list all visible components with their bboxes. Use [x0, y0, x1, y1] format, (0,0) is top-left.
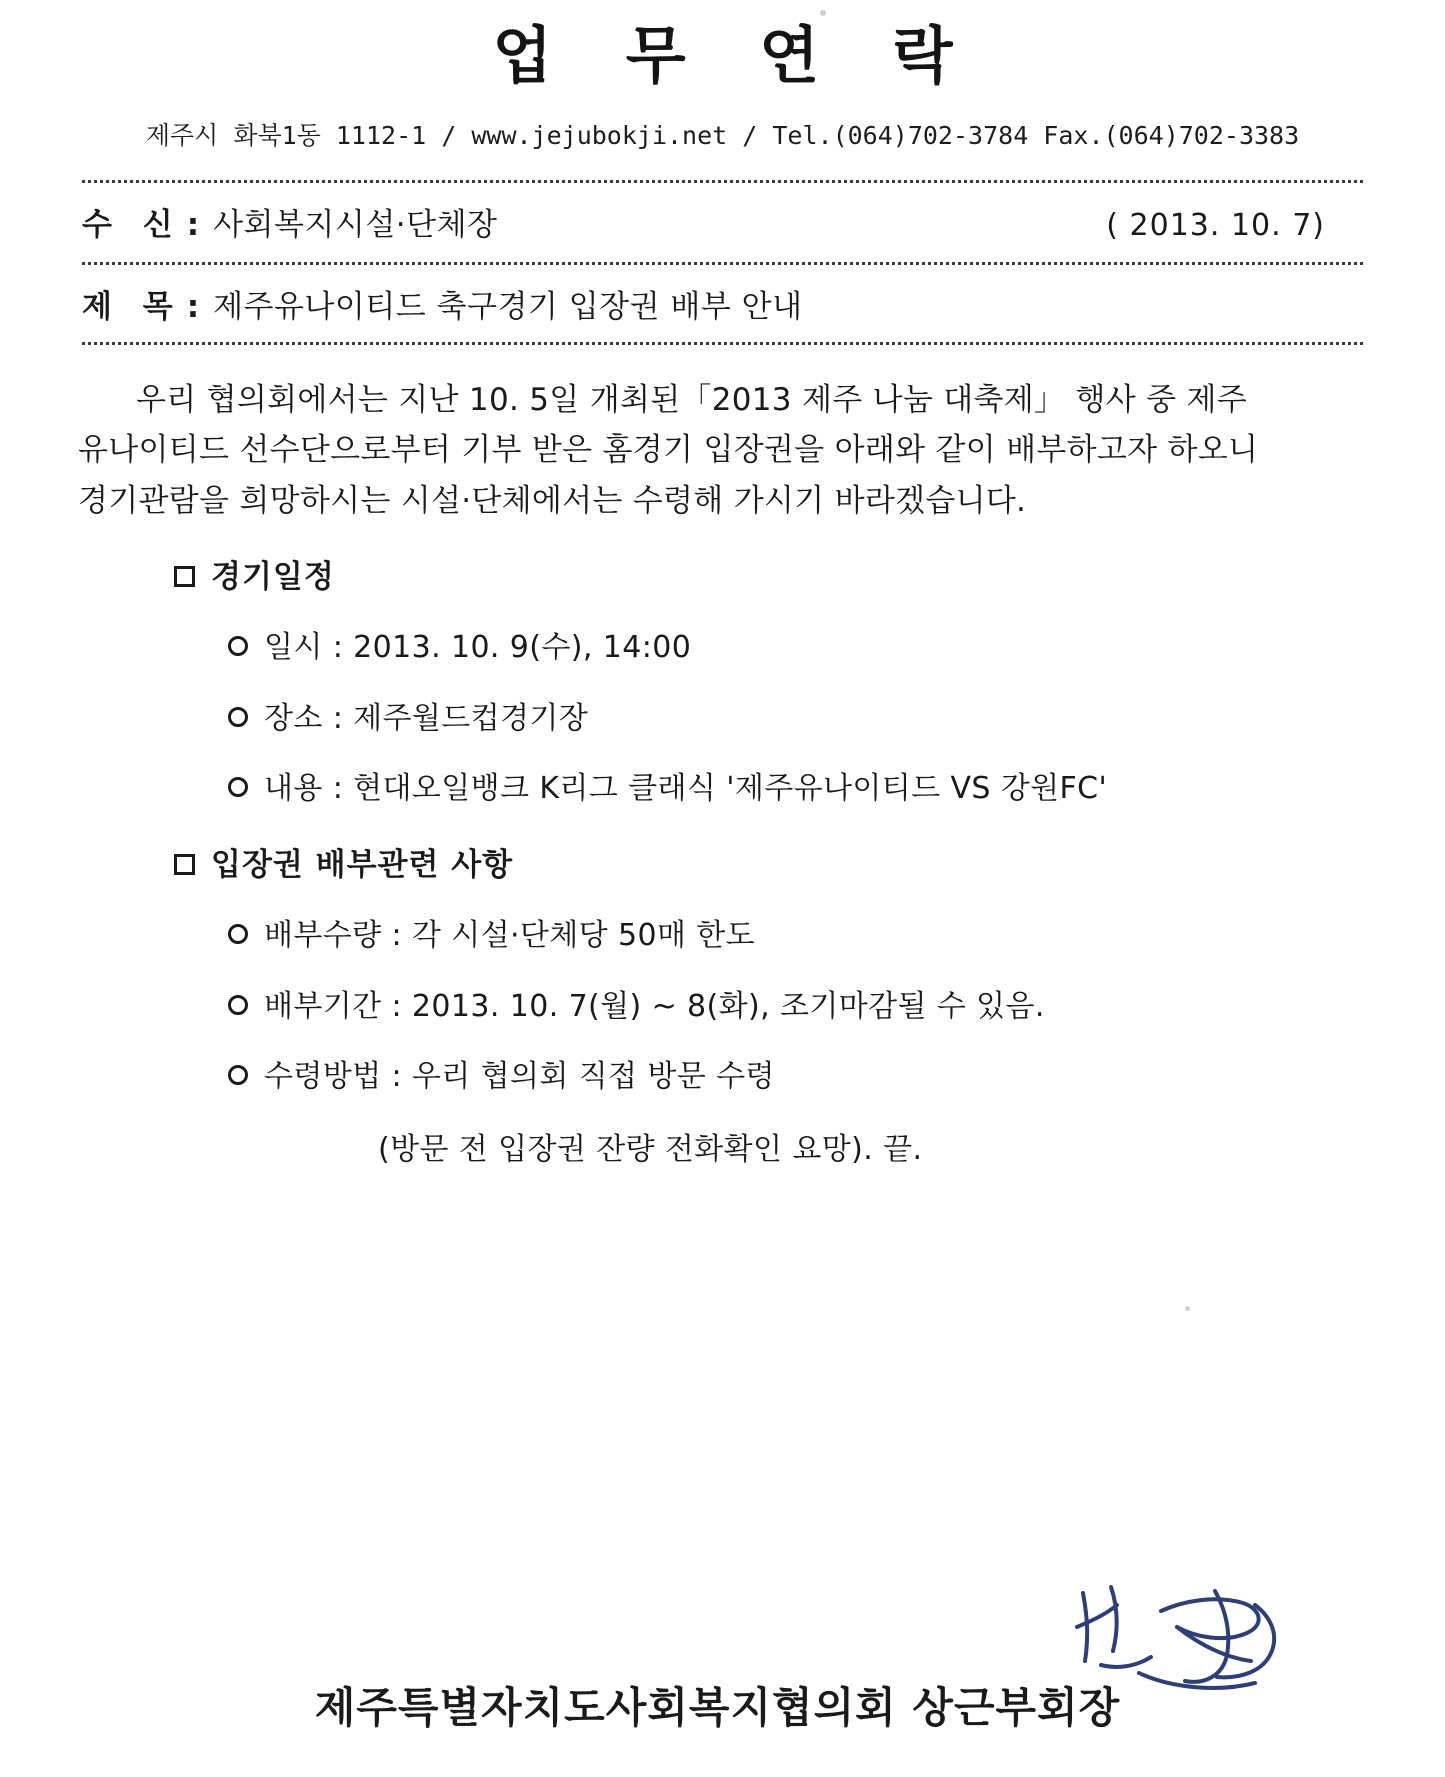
- list-item: [228, 624, 1367, 673]
- subject-row: [60, 265, 1385, 326]
- list-item-label: 수령방법 : 우리 협의회 직접 방문 수령: [264, 1059, 775, 1095]
- list-item-label: 내용 : 현대오일뱅크 K리그 클래식 '제주유나이티드 VS 강원FC': [264, 771, 1108, 807]
- circle-bullet-icon: [228, 995, 248, 1015]
- circle-bullet-icon: [228, 777, 248, 797]
- recipient-label: 수 신: [82, 207, 183, 244]
- circle-bullet-icon: [228, 1065, 248, 1085]
- section-ticket-distribution: [78, 840, 1367, 1175]
- list-item-label: 일시 : 2013. 10. 9(수), 14:00: [264, 630, 692, 666]
- issuing-organization: 제주특별자치도사회복지협의회 상근부회장: [314, 1683, 1121, 1732]
- section-heading: [174, 552, 1367, 602]
- section-heading: [174, 840, 1367, 890]
- document-body: [60, 345, 1385, 1174]
- circle-bullet-icon: [228, 707, 248, 727]
- section-heading-label: 입장권 배부관련 사항: [211, 846, 514, 883]
- document-date: ( 2013. 10. 7): [1106, 208, 1325, 244]
- section-heading-label: 경기일정: [211, 558, 335, 595]
- list-item: [228, 983, 1367, 1032]
- square-bullet-icon: [174, 566, 195, 587]
- list-item: [228, 912, 1367, 961]
- list-item-label: 배부기간 : 2013. 10. 7(월) ~ 8(화), 조기마감될 수 있음.: [264, 988, 1045, 1024]
- list-item-label: 배부수량 : 각 시설·단체당 50매 한도: [264, 918, 756, 954]
- document-footer: [0, 1675, 1445, 1735]
- circle-bullet-icon: [228, 924, 248, 944]
- recipient-row: [60, 183, 1385, 244]
- subject-value: 제주유나이티드 축구경기 입장권 배부 안내: [213, 289, 803, 326]
- organization-address: 제주시 화북1동 1112-1 / www.jejubokji.net / Tel.(064)702-3784 Fax.(064)702-3383: [145, 121, 1300, 151]
- square-bullet-icon: [174, 854, 195, 875]
- page-title: 업 무 연 락: [492, 19, 979, 92]
- list-item-label: 장소 : 제주월드컵경기장: [264, 700, 589, 736]
- closing-note: (방문 전 입장권 잔량 전화확인 요망). 끝.: [378, 1131, 923, 1167]
- list-item: [228, 1053, 1367, 1102]
- scan-speckle: [1185, 1306, 1190, 1311]
- subject-colon: :: [186, 289, 200, 326]
- section-item-list: [78, 912, 1367, 1102]
- list-item: [228, 765, 1367, 814]
- subject-label: 제 목: [82, 289, 183, 326]
- scan-speckle: [820, 10, 826, 16]
- intro-paragraph: 우리 협의회에서는 지난 10. 5일 개최된「2013 제주 나눔 대축제」 행사 중 제주 유나이티드 선수단으로부터 기부 받은 홈경기 입장권을 아래와 같이 배부하고자 하오니 경기관람을 희망하시는 시설·단체에서는 수령해 가시기 바라겠습니다.: [78, 382, 1259, 519]
- recipient-colon: :: [186, 207, 200, 244]
- recipient-value: 사회복지시설·단체장: [213, 207, 498, 244]
- list-item: [228, 695, 1367, 744]
- section-schedule: [78, 552, 1367, 814]
- circle-bullet-icon: [228, 636, 248, 656]
- section-item-list: [78, 624, 1367, 814]
